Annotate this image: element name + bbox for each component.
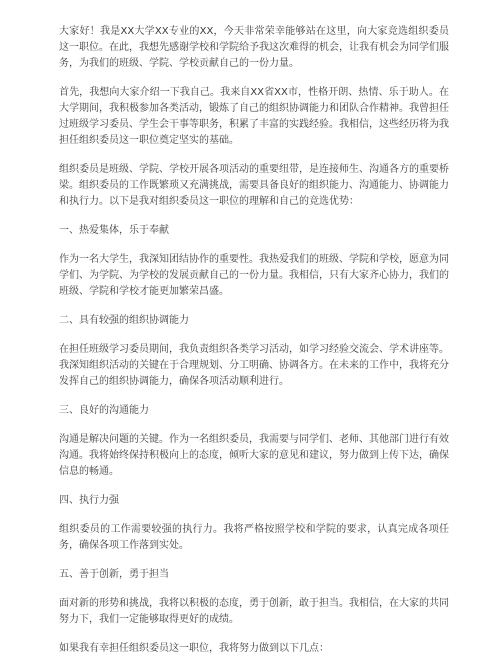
closing-intro-paragraph: 如果我有幸担任组织委员这一职位，我将努力做到以下几点：	[59, 643, 329, 654]
section-heading-5: 五、善于创新，勇于担当	[59, 569, 169, 580]
self-introduction-paragraph: 首先，我想向大家介绍一下我自己。我来自XX省XX市，性格开朗、热情、乐于助人。在大学期间，我积极参加各类活动，锻炼了自己的组织协调能力和团队合作精神。我曾担任过班级学习委员、学生会干事等职务，积累了丰富的实践经验。我相信，这些经历将为我担任组织委员这一职位奠定坚实的基础。	[59, 87, 449, 146]
section-heading-1: 一、热爱集体，乐于奉献	[59, 225, 169, 236]
section-heading-4: 四、执行力强	[59, 495, 119, 506]
section-1-paragraph: 作为一名大学生，我深知团结协作的重要性。我热爱我们的班级、学院和学校，愿意为同学们、为学院、为学校的发展贡献自己的一份力量。我相信，只有大家齐心协力，我们的班级、学院和学校才能更加繁荣昌盛。	[59, 254, 449, 297]
section-2-paragraph: 在担任班级学习委员期间，我负责组织各类学习活动，如学习经验交流会、学术讲座等。我深知组织活动的关键在于合理规划、分工明确、协调各方。在未来的工作中，我将充分发挥自己的组织协调能力，确保各项活动顺利进行。	[59, 344, 449, 387]
section-heading-2: 二、具有较强的组织协调能力	[59, 315, 189, 326]
section-5-paragraph: 面对新的形势和挑战，我将以积极的态度，勇于创新，敢于担当。我相信，在大家的共同努力下，我们一定能够取得更好的成绩。	[59, 598, 449, 625]
intro-paragraph: 大家好！我是XX大学XX专业的XX，今天非常荣幸能够站在这里，向大家竞选组织委员这一职位。在此，我想先感谢学校和学院给予我这次难得的机会，让我有机会为同学们服务，为我们的班级、学院、学校贡献自己的一份力量。	[59, 26, 449, 69]
section-4-paragraph: 组织委员的工作需要较强的执行力。我将严格按照学校和学院的要求，认真完成各项任务，确保各项工作落到实处。	[59, 524, 449, 551]
document-page	[59, 24, 449, 670]
section-heading-3: 三、良好的沟通能力	[59, 405, 149, 416]
section-3-paragraph: 沟通是解决问题的关键。作为一名组织委员，我需要与同学们、老师、其他部门进行有效沟通。我将始终保持积极向上的态度，倾听大家的意见和建议，努力做到上传下达，确保信息的畅通。	[59, 434, 449, 477]
role-understanding-paragraph: 组织委员是班级、学院、学校开展各项活动的重要纽带，是连接师生、沟通各方的重要桥梁。组织委员的工作既繁琐又充满挑战，需要具备良好的组织能力、沟通能力、协调能力和执行力。以下是我对组织委员这一职位的理解和自己的竞选优势：	[59, 164, 449, 207]
